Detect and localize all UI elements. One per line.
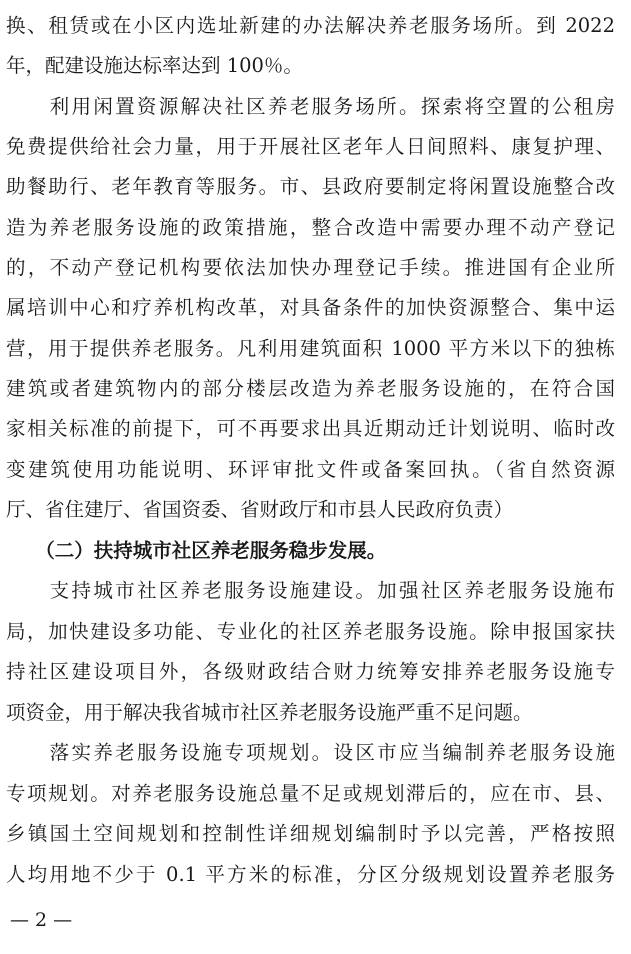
text-line-15: 支持城市社区养老服务设施建设。加强社区养老服务设施布 [6, 579, 615, 602]
text-line-3: 利用闲置资源解决社区养老服务场所。探索将空置的公租房 [6, 95, 615, 118]
text-line-2: 年，配建设施达标率达到 100％。 [6, 54, 303, 77]
text-line-22: 人均用地不少于 0.1 平方米的标准，分区分级规划设置养老服务 [6, 863, 615, 886]
text-line-11: 家相关标准的前提下，可不再要求出具近期动迁计划说明、临时改 [6, 417, 615, 440]
text-line-8: 属培训中心和疗养机构改革，对具备条件的加快资源整合、集中运 [6, 296, 615, 319]
text-line-5: 助餐助行、老年教育等服务。市、县政府要制定将闲置设施整合改 [6, 175, 615, 198]
text-line-9: 营，用于提供养老服务。凡利用建筑面积 1000 平方米以下的独栋 [6, 337, 615, 360]
text-line-4: 免费提供给社会力量，用于开展社区老年人日间照料、康复护理、 [6, 135, 615, 158]
text-line-1: 换、租赁或在小区内选址新建的办法解决养老服务场所。到 2022 [6, 14, 615, 37]
text-line-6: 造为养老服务设施的政策措施，整合改造中需要办理不动产登记 [6, 216, 615, 239]
text-line-19: 落实养老服务设施专项规划。设区市应当编制养老服务设施 [6, 741, 615, 764]
text-line-12: 变建筑使用功能说明、环评审批文件或备案回执。（省自然资源 [6, 458, 615, 481]
text-line-10: 建筑或者建筑物内的部分楼层改造为养老服务设施的，在符合国 [6, 377, 615, 400]
text-line-17: 持社区建设项目外，各级财政结合财力统筹安排养老服务设施专 [6, 660, 615, 683]
text-line-13: 厅、省住建厅、省国资委、省财政厅和市县人民政府负责） [6, 498, 514, 521]
text-line-21: 乡镇国土空间规划和控制性详细规划编制时予以完善，严格按照 [6, 822, 615, 845]
text-line-20: 专项规划。对养老服务设施总量不足或规划滞后的，应在市、县、 [6, 782, 615, 805]
text-line-18: 项资金，用于解决我省城市社区养老服务设施严重不足问题。 [6, 701, 533, 724]
section-heading: （二）扶持城市社区养老服务稳步发展。 [6, 539, 387, 562]
page-number: — 2 — [10, 909, 73, 931]
text-line-16: 局，加快建设多功能、专业化的社区养老服务设施。除申报国家扶 [6, 620, 615, 643]
text-line-7: 的，不动产登记机构要依法加快办理登记手续。推进国有企业所 [6, 256, 615, 279]
